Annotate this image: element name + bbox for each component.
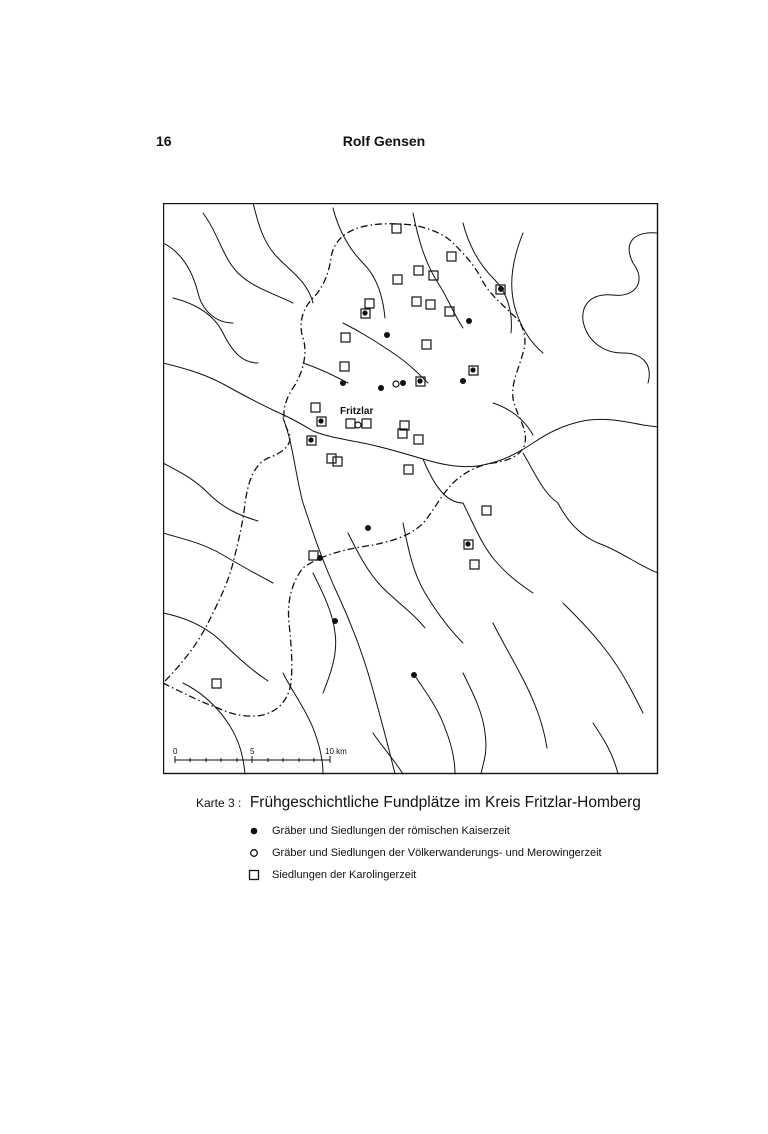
site-carolingian bbox=[422, 340, 431, 349]
site-carolingian bbox=[470, 560, 479, 569]
page-number: 16 bbox=[156, 133, 172, 149]
map-frame bbox=[164, 204, 658, 774]
site-carolingian bbox=[333, 457, 342, 466]
open-circle-icon bbox=[244, 848, 264, 858]
caption-title: Frühgeschichtliche Fundplätze im Kreis Fritzlar-Homberg bbox=[249, 794, 641, 811]
site-carolingian bbox=[445, 307, 454, 316]
site-markers bbox=[212, 224, 505, 688]
site-carolingian bbox=[311, 403, 320, 412]
site-carolingian bbox=[392, 224, 401, 233]
site-carolingian bbox=[414, 435, 423, 444]
open-square-icon bbox=[244, 869, 264, 881]
legend-label: Gräber und Siedlungen der römischen Kaiserzeit bbox=[272, 825, 510, 837]
site-roman bbox=[385, 333, 390, 338]
site-carolingian bbox=[309, 551, 318, 560]
site-migration bbox=[393, 381, 399, 387]
map-caption bbox=[196, 794, 641, 812]
site-carolingian bbox=[393, 275, 402, 284]
site-roman bbox=[366, 526, 371, 531]
river-schwalm bbox=[283, 418, 395, 774]
site-carolingian bbox=[447, 252, 456, 261]
site-roman bbox=[379, 386, 384, 391]
site-carolingian bbox=[340, 362, 349, 371]
site-carolingian bbox=[362, 419, 371, 428]
site-roman bbox=[341, 381, 346, 386]
site-carolingian bbox=[426, 300, 435, 309]
running-head: Rolf Gensen bbox=[342, 133, 426, 149]
town-label-fritzlar: Fritzlar bbox=[340, 406, 374, 417]
filled-circle-icon bbox=[244, 826, 264, 836]
site-carolingian bbox=[341, 333, 350, 342]
legend-item-migration bbox=[244, 842, 602, 864]
district-boundary bbox=[163, 224, 525, 716]
site-carolingian bbox=[365, 299, 374, 308]
legend-item-roman bbox=[244, 820, 602, 842]
river-eder bbox=[163, 363, 658, 467]
map-figure bbox=[163, 203, 659, 775]
site-carolingian bbox=[414, 266, 423, 275]
scale-label-end: 10 km bbox=[325, 747, 347, 756]
site-migration bbox=[355, 422, 361, 428]
site-carolingian bbox=[327, 454, 336, 463]
site-carolingian bbox=[346, 419, 355, 428]
caption-prefix: Karte 3 : bbox=[196, 796, 242, 810]
map-legend bbox=[244, 820, 602, 886]
site-roman bbox=[499, 287, 504, 292]
scale-label-start: 0 bbox=[173, 747, 178, 756]
site-carolingian bbox=[412, 297, 421, 306]
site-roman bbox=[467, 319, 472, 324]
site-roman bbox=[412, 673, 417, 678]
site-roman bbox=[461, 379, 466, 384]
scale-label-mid: 5 bbox=[250, 747, 255, 756]
legend-label: Siedlungen der Karolingerzeit bbox=[272, 869, 417, 881]
legend-label: Gräber und Siedlungen der Völkerwanderungs- und Merowingerzeit bbox=[272, 847, 602, 859]
river-network bbox=[163, 203, 658, 774]
site-roman bbox=[401, 381, 406, 386]
legend-item-carolingian bbox=[244, 864, 602, 886]
site-carolingian bbox=[404, 465, 413, 474]
site-carolingian bbox=[482, 506, 491, 515]
site-carolingian bbox=[212, 679, 221, 688]
site-roman bbox=[333, 619, 338, 624]
